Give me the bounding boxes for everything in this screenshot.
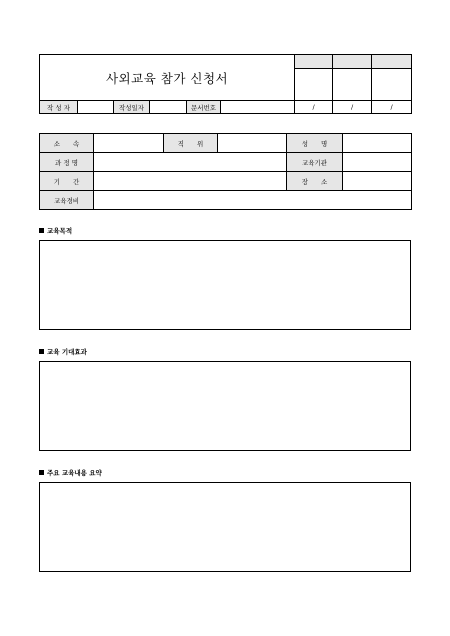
summary-heading (39, 468, 102, 477)
course-field[interactable] (94, 153, 287, 172)
approval-date-2[interactable]: / (333, 101, 372, 114)
approval-date-3[interactable]: / (372, 101, 412, 114)
place-field[interactable] (343, 172, 412, 191)
approval-header-3 (372, 55, 412, 69)
name-field[interactable] (343, 134, 412, 153)
effect-heading (39, 347, 87, 356)
author-label: 작 성 자 (40, 101, 78, 114)
docno-label: 문서번호 (187, 101, 221, 114)
purpose-heading-label: 교육목적 (47, 227, 73, 235)
cost-label: 교육경비 (40, 191, 94, 210)
document-title: 사외교육 참가 신청서 (40, 55, 295, 101)
period-label: 기 간 (40, 172, 94, 191)
header-table (39, 54, 412, 114)
approval-sign-3[interactable] (372, 69, 412, 101)
approval-sign-2[interactable] (333, 69, 372, 101)
square-bullet-icon (39, 228, 44, 233)
dept-field[interactable] (94, 134, 164, 153)
effect-heading-label: 교육 기대효과 (47, 348, 87, 356)
period-field[interactable] (94, 172, 287, 191)
cost-field[interactable] (94, 191, 412, 210)
info-table (39, 133, 412, 210)
approval-sign-1[interactable] (295, 69, 333, 101)
summary-heading-label: 주요 교육내용 요약 (47, 469, 102, 477)
place-label: 장 소 (287, 172, 343, 191)
approval-date-1[interactable]: / (295, 101, 333, 114)
institution-label: 교육기관 (287, 153, 343, 172)
purpose-heading (39, 226, 72, 235)
date-label: 작성일자 (114, 101, 150, 114)
author-field[interactable] (78, 101, 114, 114)
date-field[interactable] (150, 101, 187, 114)
square-bullet-icon (39, 349, 44, 354)
summary-textbox[interactable] (39, 482, 411, 572)
name-label: 성 명 (287, 134, 343, 153)
dept-label: 소 속 (40, 134, 94, 153)
approval-header-1 (295, 55, 333, 69)
institution-field[interactable] (343, 153, 412, 172)
position-field[interactable] (218, 134, 287, 153)
purpose-textbox[interactable] (39, 240, 411, 330)
docno-field[interactable] (221, 101, 295, 114)
course-label: 과 정 명 (40, 153, 94, 172)
square-bullet-icon (39, 470, 44, 475)
effect-textbox[interactable] (39, 361, 411, 451)
position-label: 직 위 (164, 134, 218, 153)
approval-header-2 (333, 55, 372, 69)
